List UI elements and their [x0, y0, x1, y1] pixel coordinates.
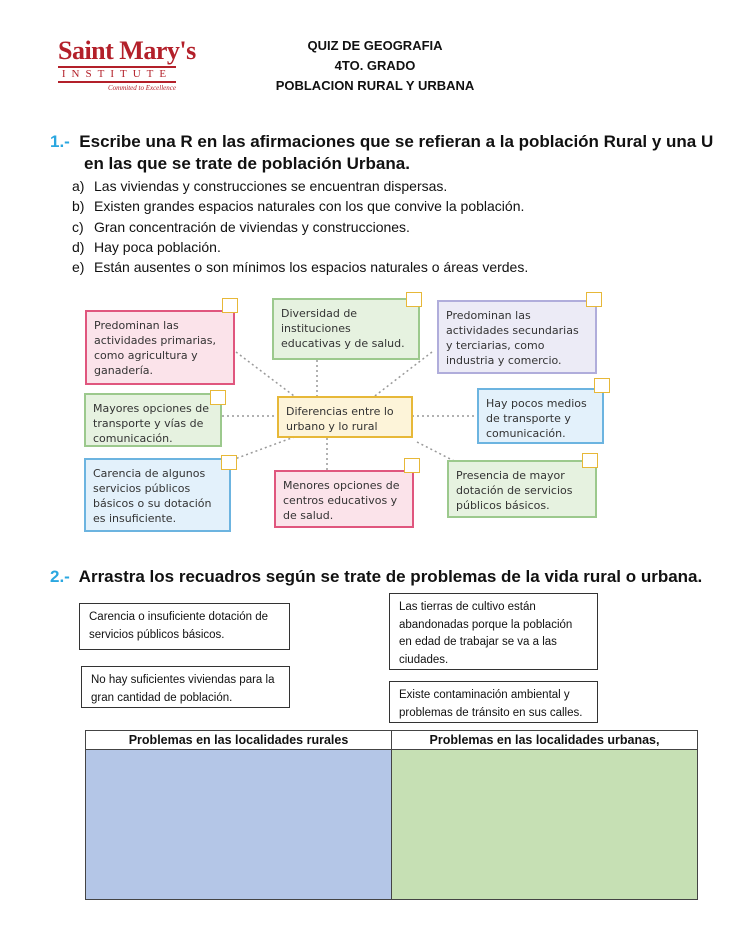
header-line-3: POBLACION RURAL Y URBANA [275, 78, 475, 93]
diagram-box: Presencia de mayor dotación de servicios públicos básicos. [447, 460, 597, 518]
question-2-number: 2.- [50, 567, 70, 586]
question-1-items [72, 176, 528, 277]
question-2-title [50, 566, 702, 588]
answer-checkbox[interactable] [594, 378, 610, 393]
draggable-card[interactable]: Las tierras de cultivo están abandonadas porque la población en edad de trabajar se va a las ciudades. [389, 593, 598, 670]
question-1-text-line-2: en las que se trate de población Urbana. [84, 154, 410, 173]
diagram-center: Diferencias entre lo urbano y lo rural [277, 396, 413, 438]
question-1-title [50, 131, 713, 153]
list-item[interactable]: d) Hay poca población. [72, 238, 221, 255]
diagram-box: Mayores opciones de transporte y vías de comunicación. [84, 393, 222, 447]
classification-table [85, 730, 698, 900]
diagram-box: Hay pocos medios de transporte y comunicación. [477, 388, 604, 444]
diagram-box: Predominan las actividades secundarias y terciarias, como industria y comercio. [437, 300, 597, 374]
question-1-number: 1.- [50, 132, 70, 151]
urban-column-header: Problemas en las localidades urbanas, [392, 731, 698, 750]
list-item[interactable]: c) Gran concentración de viviendas y construcciones. [72, 218, 410, 235]
logo-institute: INSTITUTE [58, 66, 176, 83]
school-logo [58, 36, 196, 100]
header-line-2: 4TO. GRADO [334, 58, 416, 73]
answer-checkbox[interactable] [586, 292, 602, 307]
list-item[interactable]: a) Las viviendas y construcciones se encuentran dispersas. [72, 178, 448, 194]
quiz-header [240, 36, 510, 96]
logo-name: Saint Mary's [58, 36, 196, 65]
logo-tagline: Commited to Excellence [107, 84, 176, 92]
diagram-box: Menores opciones de centros educativos y de salud. [274, 470, 414, 528]
answer-checkbox[interactable] [406, 292, 422, 307]
answer-checkbox[interactable] [404, 458, 420, 473]
diagram-box: Predominan las actividades primarias, como agricultura y ganadería. [85, 310, 235, 385]
draggable-card[interactable]: Carencia o insuficiente dotación de servicios públicos básicos. [79, 603, 290, 650]
answer-checkbox[interactable] [221, 455, 237, 470]
header-line-1: QUIZ DE GEOGRAFIA [307, 38, 443, 53]
urban-drop-zone[interactable] [392, 750, 698, 900]
answer-checkbox[interactable] [222, 298, 238, 313]
draggable-card[interactable]: Existe contaminación ambiental y problemas de tránsito en sus calles. [389, 681, 598, 723]
answer-checkbox[interactable] [582, 453, 598, 468]
rural-urban-diagram [82, 290, 612, 535]
list-item[interactable]: b) Existen grandes espacios naturales con los que convive la población. [72, 198, 525, 215]
draggable-card[interactable]: No hay suficientes viviendas para la gran cantidad de población. [81, 666, 290, 708]
rural-column-header: Problemas en las localidades rurales [86, 731, 392, 750]
diagram-box: Carencia de algunos servicios públicos básicos o su dotación es insuficiente. [84, 458, 231, 532]
rural-drop-zone[interactable] [86, 750, 392, 900]
question-2-text: Arrastra los recuadros según se trate de problemas de la vida rural o urbana. [78, 567, 703, 586]
list-item[interactable]: e) Están ausentes o son mínimos los espacios naturales o áreas verdes. [72, 259, 529, 276]
diagram-box: Diversidad de instituciones educativas y de salud. [272, 298, 420, 360]
question-1-text-line-1: Escribe una R en las afirmaciones que se refieran a la población Rural y una U [79, 132, 714, 151]
answer-checkbox[interactable] [210, 390, 226, 405]
